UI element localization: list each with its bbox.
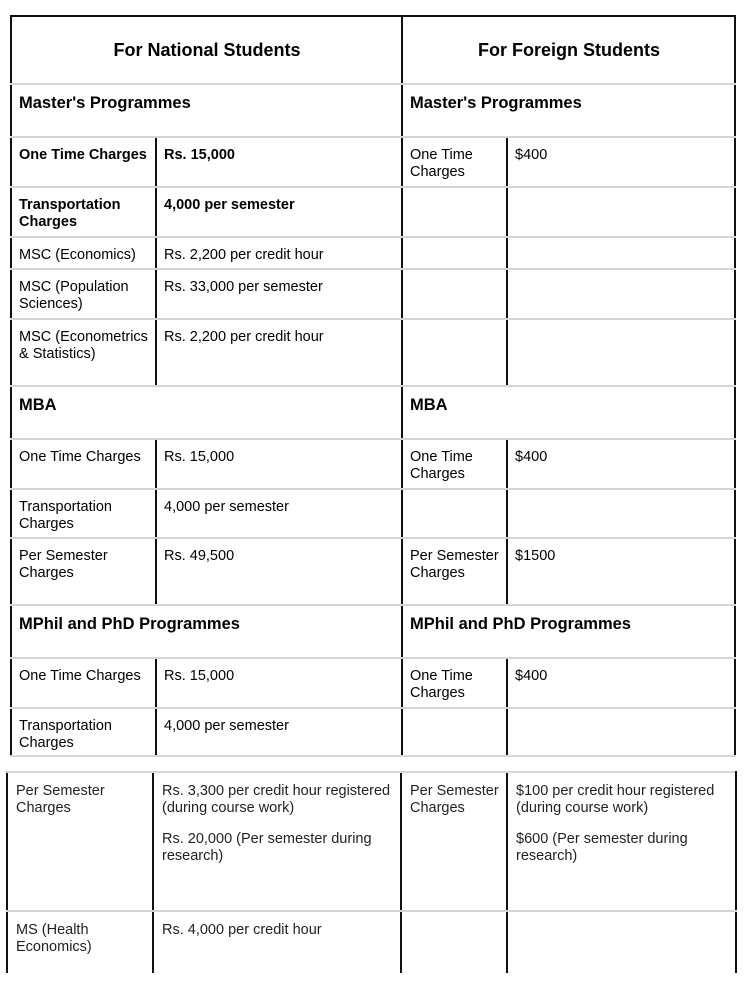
national-students-heading: For National Students — [11, 16, 402, 84]
fee-table-lower — [6, 771, 737, 973]
foreign-fee — [507, 237, 735, 269]
foreign-row-label — [402, 269, 507, 319]
row-label: MSC (Economics) — [11, 237, 156, 269]
table-row — [11, 237, 735, 269]
row-label: MS (Health Economics) — [7, 911, 153, 973]
table-row — [11, 319, 735, 386]
national-fee: 4,000 per semester — [156, 489, 402, 538]
foreign-fee — [507, 319, 735, 386]
foreign-row-label: Per Semester Charges — [401, 772, 507, 911]
row-label: One Time Charges — [11, 658, 156, 708]
national-fee — [153, 772, 401, 911]
table-row — [11, 269, 735, 319]
table-row — [11, 489, 735, 538]
row-label: Transportation Charges — [11, 489, 156, 538]
national-fee: Rs. 2,200 per credit hour — [156, 237, 402, 269]
national-fee: Rs. 15,000 — [156, 658, 402, 708]
foreign-fee: $400 — [507, 137, 735, 187]
row-label: One Time Charges — [11, 439, 156, 489]
national-fee-coursework: Rs. 3,300 per credit hour registered (during course work) — [162, 783, 391, 816]
row-label: MSC (Population Sciences) — [11, 269, 156, 319]
foreign-row-label — [401, 911, 507, 973]
row-label: Transportation Charges — [11, 187, 156, 237]
national-fee: Rs. 2,200 per credit hour — [156, 319, 402, 386]
table-row — [7, 911, 736, 973]
foreign-fee: $400 — [507, 439, 735, 489]
section-header-row — [11, 84, 735, 137]
national-fee: Rs. 15,000 — [156, 137, 402, 187]
national-fee: Rs. 15,000 — [156, 439, 402, 489]
row-label: One Time Charges — [11, 137, 156, 187]
section-header-row — [11, 386, 735, 439]
foreign-row-label — [402, 319, 507, 386]
national-fee: Rs. 33,000 per semester — [156, 269, 402, 319]
national-fee: 4,000 per semester — [156, 187, 402, 237]
foreign-fee-research: $600 (Per semester during research) — [516, 831, 688, 864]
row-label: Per Semester Charges — [11, 538, 156, 605]
national-fee: Rs. 49,500 — [156, 538, 402, 605]
table-row — [11, 187, 735, 237]
table-row — [11, 137, 735, 187]
foreign-fee — [507, 911, 736, 973]
table-row — [11, 538, 735, 605]
section-title-national: MBA — [11, 386, 402, 439]
table-row — [11, 439, 735, 489]
foreign-fee — [507, 269, 735, 319]
national-fee: 4,000 per semester — [156, 708, 402, 756]
foreign-row-label: Per Semester Charges — [402, 538, 507, 605]
section-header-row — [11, 605, 735, 658]
header-row — [11, 16, 735, 84]
foreign-fee: $1500 — [507, 538, 735, 605]
foreign-students-heading: For Foreign Students — [402, 16, 735, 84]
row-label: MSC (Econometrics & Statistics) — [11, 319, 156, 386]
table-row — [7, 772, 736, 911]
foreign-row-label: One Time Charges — [402, 658, 507, 708]
foreign-fee — [507, 489, 735, 538]
foreign-row-label — [402, 708, 507, 756]
foreign-fee — [507, 708, 735, 756]
foreign-fee: $400 — [507, 658, 735, 708]
table-row — [11, 658, 735, 708]
foreign-row-label — [402, 237, 507, 269]
foreign-fee — [507, 772, 736, 911]
foreign-fee-coursework: $100 per credit hour registered (during course work) — [516, 783, 715, 816]
section-title-foreign: MBA — [402, 386, 735, 439]
section-title-foreign: Master's Programmes — [402, 84, 735, 137]
section-title-national: MPhil and PhD Programmes — [11, 605, 402, 658]
fee-table-upper — [10, 15, 736, 757]
foreign-row-label — [402, 187, 507, 237]
foreign-row-label — [402, 489, 507, 538]
section-title-foreign: MPhil and PhD Programmes — [402, 605, 735, 658]
row-label: Per Semester Charges — [7, 772, 153, 911]
national-fee-research: Rs. 20,000 (Per semester during research) — [162, 831, 372, 864]
foreign-fee — [507, 187, 735, 237]
section-title-national: Master's Programmes — [11, 84, 402, 137]
table-row — [11, 708, 735, 756]
foreign-row-label: One Time Charges — [402, 137, 507, 187]
row-label: Transportation Charges — [11, 708, 156, 756]
foreign-row-label: One Time Charges — [402, 439, 507, 489]
national-fee: Rs. 4,000 per credit hour — [153, 911, 401, 973]
